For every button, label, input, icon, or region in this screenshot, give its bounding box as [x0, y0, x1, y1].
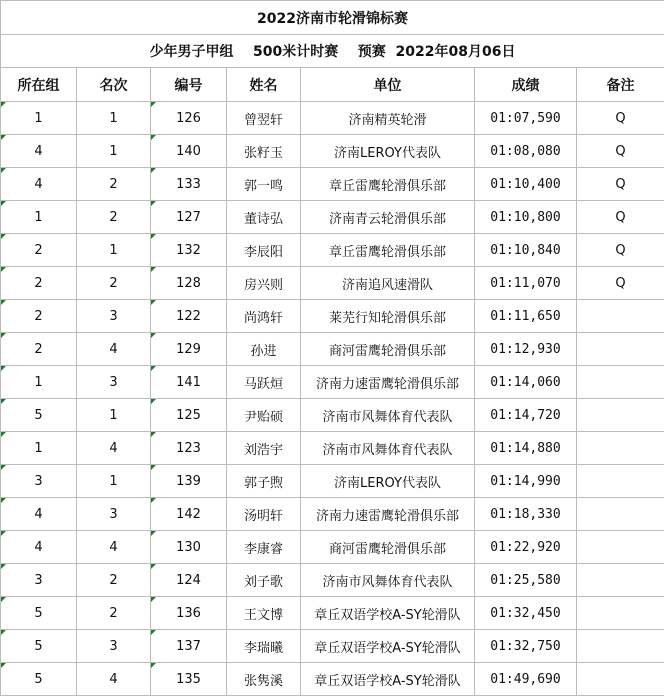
column-header-number: 编号	[151, 68, 227, 102]
cell-time: 01:10,840	[475, 234, 577, 267]
cell-group: 5	[1, 597, 77, 630]
cell-rank: 2	[77, 201, 151, 234]
cell-unit: 济南LEROY代表队	[301, 135, 475, 168]
table-row	[1, 564, 664, 597]
cell-unit: 章丘双语学校A-SY轮滑队	[301, 597, 475, 630]
cell-number: 130	[151, 531, 227, 564]
cell-group: 3	[1, 564, 77, 597]
cell-rank: 1	[77, 399, 151, 432]
cell-note	[577, 399, 664, 432]
table-row	[1, 267, 664, 300]
cell-unit: 济南市风舞体育代表队	[301, 564, 475, 597]
table-row	[1, 432, 664, 465]
cell-athlete-name: 张籽玉	[227, 135, 301, 168]
table-row	[1, 630, 664, 663]
column-header-name: 姓名	[227, 68, 301, 102]
cell-unit: 济南追风速滑队	[301, 267, 475, 300]
cell-number: 141	[151, 366, 227, 399]
cell-rank: 4	[77, 531, 151, 564]
cell-group: 1	[1, 366, 77, 399]
cell-time: 01:07,590	[475, 102, 577, 135]
cell-athlete-name: 尹贻硕	[227, 399, 301, 432]
cell-number: 132	[151, 234, 227, 267]
cell-time: 01:22,920	[475, 531, 577, 564]
cell-athlete-name: 董诗弘	[227, 201, 301, 234]
cell-athlete-name: 郭子煦	[227, 465, 301, 498]
cell-unit: 章丘雷鹰轮滑俱乐部	[301, 234, 475, 267]
cell-note: Q	[577, 201, 664, 234]
cell-athlete-name: 张隽溪	[227, 663, 301, 696]
cell-note	[577, 597, 664, 630]
cell-group: 5	[1, 630, 77, 663]
column-header-time: 成绩	[475, 68, 577, 102]
cell-number: 128	[151, 267, 227, 300]
cell-rank: 1	[77, 465, 151, 498]
cell-group: 1	[1, 201, 77, 234]
cell-group: 4	[1, 168, 77, 201]
cell-unit: 章丘双语学校A-SY轮滑队	[301, 630, 475, 663]
cell-note	[577, 333, 664, 366]
cell-number: 124	[151, 564, 227, 597]
cell-athlete-name: 李瑞曦	[227, 630, 301, 663]
cell-unit: 济南LEROY代表队	[301, 465, 475, 498]
results-body	[1, 102, 664, 696]
cell-time: 01:25,580	[475, 564, 577, 597]
table-row	[1, 102, 664, 135]
cell-number: 125	[151, 399, 227, 432]
cell-rank: 1	[77, 234, 151, 267]
cell-rank: 3	[77, 300, 151, 333]
cell-group: 2	[1, 267, 77, 300]
cell-note	[577, 498, 664, 531]
cell-unit: 章丘双语学校A-SY轮滑队	[301, 663, 475, 696]
table-row	[1, 333, 664, 366]
cell-rank: 4	[77, 333, 151, 366]
table-row	[1, 498, 664, 531]
cell-group: 1	[1, 432, 77, 465]
cell-group: 4	[1, 531, 77, 564]
cell-number: 126	[151, 102, 227, 135]
cell-rank: 2	[77, 597, 151, 630]
cell-rank: 4	[77, 432, 151, 465]
cell-rank: 4	[77, 663, 151, 696]
cell-number: 122	[151, 300, 227, 333]
cell-group: 3	[1, 465, 77, 498]
cell-number: 135	[151, 663, 227, 696]
cell-athlete-name: 刘浩宇	[227, 432, 301, 465]
cell-number: 137	[151, 630, 227, 663]
cell-athlete-name: 房兴则	[227, 267, 301, 300]
cell-unit: 商河雷鹰轮滑俱乐部	[301, 333, 475, 366]
cell-unit: 济南力速雷鹰轮滑俱乐部	[301, 498, 475, 531]
cell-time: 01:18,330	[475, 498, 577, 531]
table-row	[1, 300, 664, 333]
cell-athlete-name: 曾翌轩	[227, 102, 301, 135]
cell-group: 4	[1, 135, 77, 168]
cell-note: Q	[577, 168, 664, 201]
cell-rank: 2	[77, 168, 151, 201]
cell-note	[577, 564, 664, 597]
column-header-rank: 名次	[77, 68, 151, 102]
cell-rank: 1	[77, 102, 151, 135]
cell-number: 133	[151, 168, 227, 201]
column-header-group: 所在组	[1, 68, 77, 102]
cell-time: 01:10,400	[475, 168, 577, 201]
cell-group: 1	[1, 102, 77, 135]
column-header-note: 备注	[577, 68, 664, 102]
cell-note	[577, 663, 664, 696]
cell-athlete-name: 李辰阳	[227, 234, 301, 267]
cell-time: 01:10,800	[475, 201, 577, 234]
cell-time: 01:14,060	[475, 366, 577, 399]
cell-note	[577, 432, 664, 465]
cell-unit: 济南精英轮滑	[301, 102, 475, 135]
cell-note	[577, 366, 664, 399]
cell-note	[577, 630, 664, 663]
cell-rank: 3	[77, 498, 151, 531]
cell-time: 01:49,690	[475, 663, 577, 696]
cell-rank: 2	[77, 267, 151, 300]
cell-group: 4	[1, 498, 77, 531]
cell-group: 5	[1, 663, 77, 696]
table-row	[1, 663, 664, 696]
cell-unit: 济南市风舞体育代表队	[301, 432, 475, 465]
cell-rank: 3	[77, 630, 151, 663]
cell-athlete-name: 刘子歌	[227, 564, 301, 597]
table-row	[1, 366, 664, 399]
column-header-unit: 单位	[301, 68, 475, 102]
cell-time: 01:08,080	[475, 135, 577, 168]
table-row	[1, 399, 664, 432]
cell-unit: 章丘雷鹰轮滑俱乐部	[301, 168, 475, 201]
cell-time: 01:11,070	[475, 267, 577, 300]
cell-athlete-name: 马跃烜	[227, 366, 301, 399]
cell-number: 142	[151, 498, 227, 531]
cell-time: 01:14,880	[475, 432, 577, 465]
cell-time: 01:11,650	[475, 300, 577, 333]
cell-time: 01:14,720	[475, 399, 577, 432]
cell-athlete-name: 李康睿	[227, 531, 301, 564]
cell-athlete-name: 郭一鸣	[227, 168, 301, 201]
cell-group: 5	[1, 399, 77, 432]
table-row	[1, 201, 664, 234]
cell-unit: 济南青云轮滑俱乐部	[301, 201, 475, 234]
cell-number: 123	[151, 432, 227, 465]
table-row	[1, 168, 664, 201]
cell-note: Q	[577, 135, 664, 168]
table-row	[1, 597, 664, 630]
cell-number: 140	[151, 135, 227, 168]
cell-number: 127	[151, 201, 227, 234]
cell-time: 01:12,930	[475, 333, 577, 366]
cell-rank: 2	[77, 564, 151, 597]
cell-athlete-name: 孙进	[227, 333, 301, 366]
cell-note: Q	[577, 267, 664, 300]
cell-note: Q	[577, 234, 664, 267]
cell-number: 136	[151, 597, 227, 630]
table-row	[1, 234, 664, 267]
cell-athlete-name: 汤明轩	[227, 498, 301, 531]
cell-group: 2	[1, 300, 77, 333]
cell-note	[577, 465, 664, 498]
cell-note: Q	[577, 102, 664, 135]
cell-athlete-name: 王文博	[227, 597, 301, 630]
cell-unit: 济南市风舞体育代表队	[301, 399, 475, 432]
cell-time: 01:14,990	[475, 465, 577, 498]
cell-number: 129	[151, 333, 227, 366]
cell-group: 2	[1, 333, 77, 366]
cell-time: 01:32,450	[475, 597, 577, 630]
cell-athlete-name: 尚鸿轩	[227, 300, 301, 333]
cell-group: 2	[1, 234, 77, 267]
cell-note	[577, 300, 664, 333]
cell-number: 139	[151, 465, 227, 498]
table-row	[1, 531, 664, 564]
table-row	[1, 135, 664, 168]
cell-unit: 莱芜行知轮滑俱乐部	[301, 300, 475, 333]
table-row	[1, 465, 664, 498]
cell-rank: 1	[77, 135, 151, 168]
cell-note	[577, 531, 664, 564]
cell-unit: 商河雷鹰轮滑俱乐部	[301, 531, 475, 564]
sheet-title: 2022济南市轮滑锦标赛	[1, 1, 664, 35]
cell-rank: 3	[77, 366, 151, 399]
cell-time: 01:32,750	[475, 630, 577, 663]
cell-unit: 济南力速雷鹰轮滑俱乐部	[301, 366, 475, 399]
event-subtitle: 少年男子甲组 500米计时赛 预赛 2022年08月06日	[1, 35, 664, 68]
